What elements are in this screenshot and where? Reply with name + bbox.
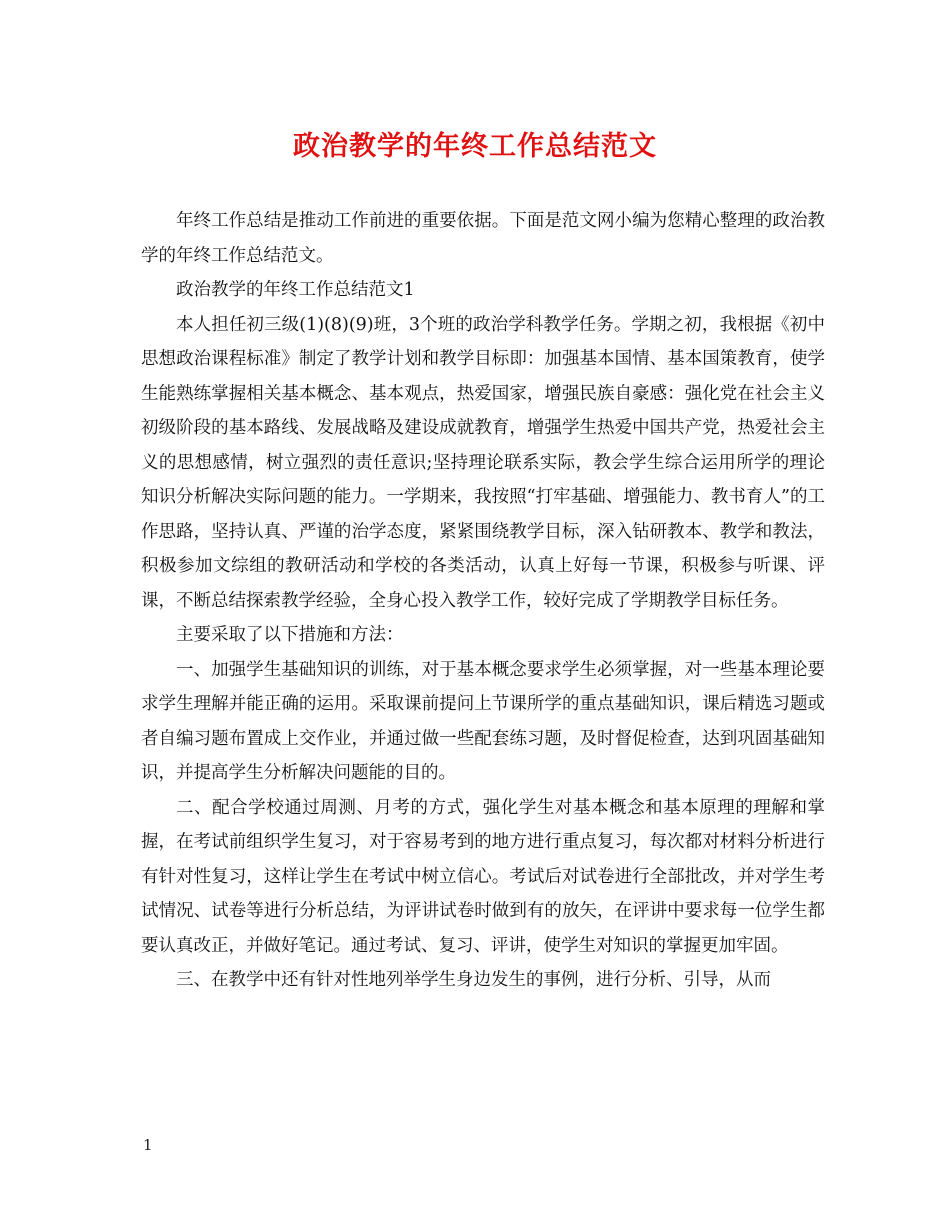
paragraph-measure-2: 二、配合学校通过周测、月考的方式，强化学生对基本概念和基本原理的理解和掌握，在考试前组织学生复习，对于容易考到的地方进行重点复习，每次都对材料分析进行有针对性复习，这样让学生在考试中树立信心。考试后对试卷进行全部批改，并对学生考试情况、试卷等进行分析总结，为评讲试卷时做到有的放矢，在评讲中要求每一位学生都要认真改正，并做好笔记。通过考试、复习、评讲，使学生对知识的掌握更加牢固。	[141, 797, 825, 956]
document-title: 政治教学的年终工作总结范文	[293, 131, 657, 162]
page-number: 1	[143, 1136, 153, 1154]
paragraph-overview: 本人担任初三级(1)(8)(9)班，3个班的政治学科教学任务。学期之初，我根据《初中思想政治课程标准》制定了教学计划和教学目标即：加强基本国情、基本国策教育，使学生能熟练掌握相关基本概念、基本观点，热爱国家，增强民族自豪感：强化党在社会主义初级阶段的基本路线、发展战略及建设成就教育，增强学生热爱中国共产党，热爱社会主义的思想感情，树立强烈的责任意识;坚持理论联系实际，教会学生综合运用所学的理论知识分析解决实际问题的能力。一学期来，我按照“打牢基础、增强能力、教书育人”的工作思路，坚持认真、严谨的治学态度，紧紧围绕教学目标，深入钻研教本、教学和教法，积极参加文综组的教研活动和学校的各类活动，认真上好每一节课，积极参与听课、评课，不断总结探索教学经验，全身心投入教学工作，较好完成了学期教学目标任务。	[141, 314, 825, 611]
paragraph-intro: 年终工作总结是推动工作前进的重要依据。下面是范文网小编为您精心整理的政治教学的年终工作总结范文。	[141, 211, 825, 266]
paragraph-measure-1: 一、加强学生基础知识的训练，对于基本概念要求学生必须掌握，对一些基本理论要求学生理解并能正确的运用。采取课前提问上节课所学的重点基础知识，课后精选习题或者自编习题布置成上交作业，并通过做一些配套练习题，及时督促检查，达到巩固基础知识，并提高学生分析解决问题能的目的。	[141, 659, 825, 783]
document-body	[141, 204, 825, 998]
paragraph-measure-3: 三、在教学中还有针对性地列举学生身边发生的事例，进行分析、引导，从而	[176, 970, 771, 990]
paragraph-section-heading: 政治教学的年终工作总结范文1	[176, 280, 415, 300]
paragraph-measures-heading: 主要采取了以下措施和方法：	[176, 625, 404, 645]
